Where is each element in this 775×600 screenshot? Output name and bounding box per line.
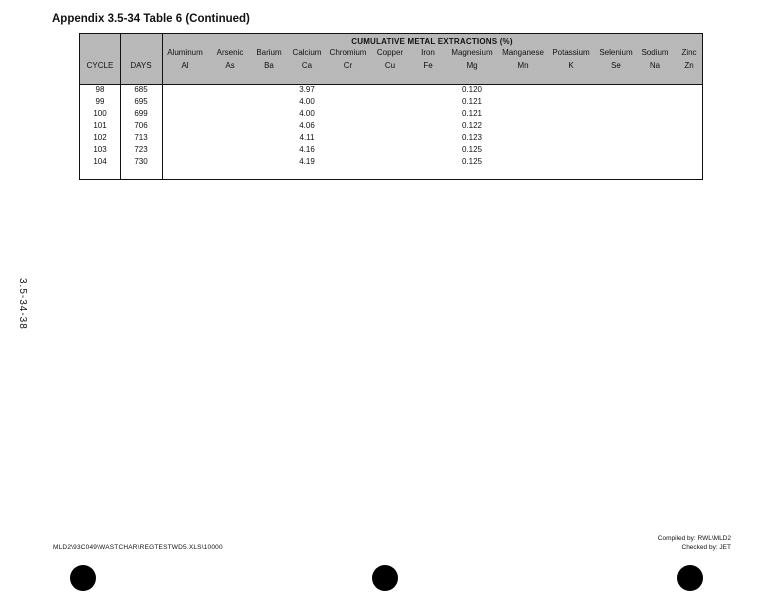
cell-magnesium: 0.121 [461,109,483,118]
cell-cycle: 100 [93,109,107,118]
cell-days: 699 [134,109,148,118]
col-header-metal-symbol: Al [181,61,189,70]
footer-file-path: MLD2\93C049\WASTCHAR\REGTESTWD5.XLS\10000 [53,544,223,551]
col-header-metal-name: Selenium [599,48,633,57]
punch-hole [372,565,398,591]
cell-cycle: 98 [95,85,105,94]
col-header-metal-name: Arsenic [216,48,244,57]
col-header-metal-symbol: Zn [684,61,694,70]
col-header-metal-symbol: Mn [517,61,529,70]
col-header-metal-symbol: Cu [384,61,396,70]
page-title: Appendix 3.5-34 Table 6 (Continued) [52,13,250,25]
cell-days: 685 [134,85,148,94]
col-header-metal-symbol: Se [611,61,621,70]
group-header: CUMULATIVE METAL EXTRACTIONS (%) [351,37,513,46]
col-header-metal-name: Calcium [292,48,322,57]
col-header-metal-name: Aluminum [167,48,203,57]
punch-hole [677,565,703,591]
cell-magnesium: 0.123 [461,133,483,142]
cell-magnesium: 0.121 [461,97,483,106]
col-header-metal-name: Manganese [502,48,544,57]
col-header-metal-name: Zinc [681,48,697,57]
col-header-metal-symbol: Mg [466,61,478,70]
cell-cycle: 103 [93,145,107,154]
col-header-metal-symbol: Fe [423,61,433,70]
cell-days: 695 [134,97,148,106]
cell-calcium: 4.11 [299,133,315,142]
cell-cycle: 104 [93,157,107,166]
cell-calcium: 4.00 [299,97,315,106]
col-header-metal-symbol: Cr [343,61,353,70]
cell-days: 730 [134,157,148,166]
cell-magnesium: 0.120 [461,85,483,94]
data-table [79,33,703,180]
col-header-metal-symbol: K [568,61,574,70]
cell-calcium: 4.06 [299,121,315,130]
col-header-metal-symbol: Ca [301,61,313,70]
cell-cycle: 99 [95,97,105,106]
punch-hole [70,565,96,591]
col-header-metal-name: Copper [376,48,404,57]
col-header-metal-symbol: Ba [264,61,274,70]
cell-days: 723 [134,145,148,154]
col-header-metal-symbol: As [225,61,235,70]
col-header-metal-name: Chromium [329,48,367,57]
col-header-metal-name: Sodium [641,48,669,57]
cell-magnesium: 0.125 [461,157,483,166]
cell-days: 706 [134,121,148,130]
cell-calcium: 3.97 [299,85,315,94]
cell-cycle: 101 [93,121,107,130]
col-header-metal-name: Potassium [552,48,590,57]
cell-days: 713 [134,133,148,142]
checked-by: Checked by: JET [681,544,731,551]
col-header-metal-name: Iron [421,48,435,57]
col-header-metal-name: Magnesium [451,48,493,57]
col-header-metal-symbol: Na [649,61,661,70]
col-header-days: DAYS [130,61,152,70]
cell-calcium: 4.19 [299,157,315,166]
compiled-by: Compiled by: RWL\MLD2 [657,535,731,542]
col-header-metal-name: Barium [256,48,282,57]
side-page-label: 3.5-34-38 [17,278,28,330]
cell-calcium: 4.00 [299,109,315,118]
cell-magnesium: 0.125 [461,145,483,154]
cell-calcium: 4.16 [299,145,315,154]
cell-magnesium: 0.122 [461,121,483,130]
col-header-cycle: CYCLE [86,61,114,70]
cell-cycle: 102 [93,133,107,142]
footer-signoff [658,534,731,552]
